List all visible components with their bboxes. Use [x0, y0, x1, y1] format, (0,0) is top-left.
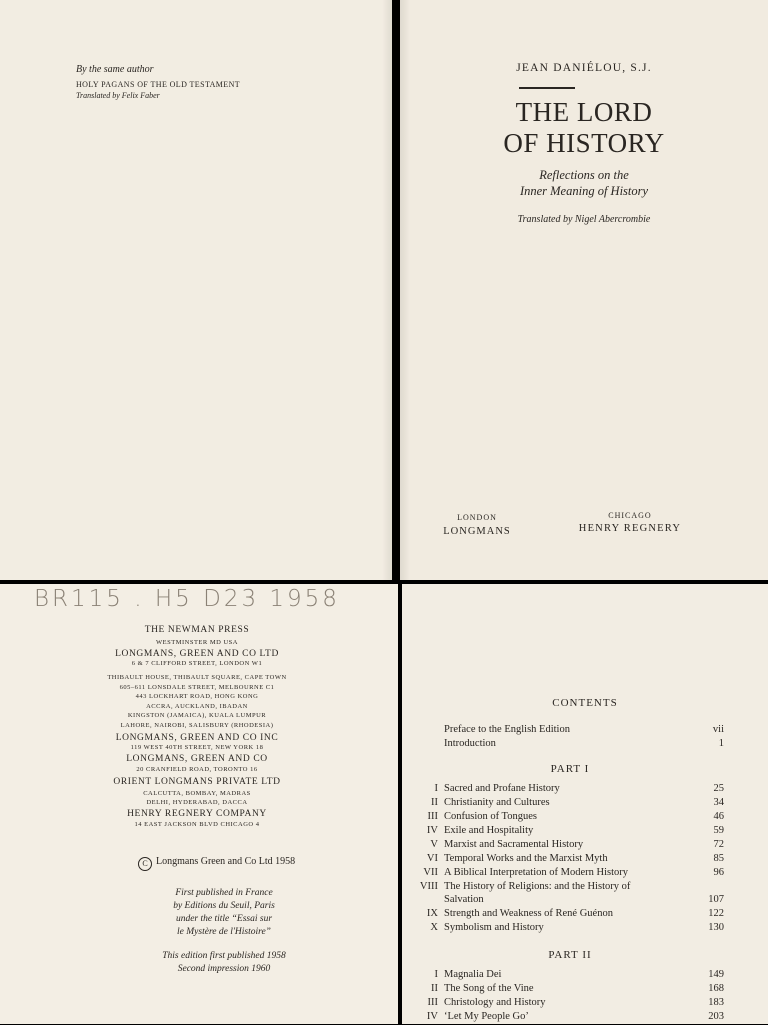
toc-entry	[402, 853, 768, 867]
page-top-left	[0, 0, 392, 580]
toc-entry	[402, 908, 768, 922]
author-name: JEAN DANIÉLOU, S.J.	[516, 62, 652, 74]
toc-chapter-title: Christianity and Cultures	[444, 797, 550, 808]
subtitle-line-2: Inner Meaning of History	[519, 184, 649, 198]
imprint-line: 443 LOCKHART ROAD, HONG KONG	[135, 693, 259, 700]
toc-chapter-title: The History of Religions: and the History of	[444, 881, 631, 892]
toc-chapter-number: V	[430, 839, 438, 850]
toc-page-number: 85	[713, 853, 724, 864]
publisher-chicago-name: HENRY REGNERY	[578, 523, 682, 534]
title-rule	[519, 87, 575, 89]
toc-chapter-number: II	[431, 797, 438, 808]
toc-chapter-number: IV	[426, 825, 438, 836]
gutter-shadow	[382, 0, 392, 580]
part-heading: PART II	[548, 949, 592, 961]
imprint-line: CALCUTTA, BOMBAY, MADRAS	[143, 790, 251, 797]
imprint-line: HENRY REGNERY COMPANY	[127, 809, 267, 819]
publisher-london-name: LONGMANS	[443, 526, 511, 537]
toc-page-number: 149	[708, 969, 724, 980]
toc-chapter-number: IX	[426, 908, 438, 919]
first-published-line: under the title “Essai sur	[175, 914, 273, 924]
toc-page-number: 130	[708, 922, 724, 933]
copyright-line	[138, 856, 295, 871]
toc-chapter-title: ‘Let My People Go’	[444, 1011, 529, 1022]
toc-chapter-title: Introduction	[444, 738, 496, 749]
imprint-line: DELHI, HYDERABAD, DACCA	[146, 799, 248, 806]
first-published-line: First published in France	[175, 888, 273, 898]
toc-chapter-title: Marxist and Sacramental History	[444, 839, 584, 850]
imprint-line: ACCRA, AUCKLAND, IBADAN	[146, 703, 248, 710]
toc-chapter-title: Exile and Hospitality	[444, 825, 534, 836]
toc-page-number: 96	[713, 867, 724, 878]
toc-page-number: 203	[708, 1011, 724, 1022]
imprint-line: LAHORE, NAIROBI, SALISBURY (RHODESIA)	[120, 722, 274, 729]
toc-entry	[402, 797, 768, 811]
toc-chapter-number: I	[434, 783, 438, 794]
toc-page-number: 25	[713, 783, 724, 794]
toc-chapter-title: The Song of the Vine	[444, 983, 534, 994]
toc-entry	[402, 783, 768, 797]
contents-heading: CONTENTS	[552, 697, 618, 709]
imprint-line: THIBAULT HOUSE, THIBAULT SQUARE, CAPE TOWN	[107, 674, 287, 681]
toc-chapter-number: II	[431, 983, 438, 994]
translator-credit: Translated by Nigel Abercrombie	[517, 214, 651, 225]
book-title-line-1: THE LORD	[515, 97, 653, 127]
toc-chapter-title: A Biblical Interpretation of Modern History	[444, 867, 629, 878]
imprint-line: WESTMINSTER MD USA	[156, 639, 238, 646]
toc-page-number: 122	[708, 908, 724, 919]
first-published-line: by Editions du Seuil, Paris	[173, 901, 275, 911]
part-heading: PART I	[550, 763, 590, 775]
toc-entry	[402, 922, 768, 936]
toc-entry	[402, 724, 768, 738]
toc-entry	[402, 738, 768, 752]
toc-page-number: vii	[712, 724, 724, 735]
edition-line-1: This edition first published 1958	[162, 951, 286, 961]
toc-page-number: 168	[708, 983, 724, 994]
first-published-line: le Mystère de l'Histoire”	[177, 927, 271, 937]
page-title-page	[400, 0, 768, 580]
toc-chapter-number: VI	[426, 853, 438, 864]
toc-entry	[402, 969, 768, 983]
toc-chapter-title: Confusion of Tongues	[444, 811, 537, 822]
imprint-line: 605–611 LONSDALE STREET, MELBOURNE C1	[119, 684, 275, 691]
imprint-line: 6 & 7 CLIFFORD STREET, LONDON W1	[131, 660, 263, 667]
toc-entry	[402, 881, 768, 895]
imprint-line: KINGSTON (JAMAICA), KUALA LUMPUR	[127, 712, 267, 719]
toc-entry	[402, 894, 768, 908]
imprint-line: LONGMANS, GREEN AND CO INC	[115, 733, 279, 743]
gutter-shadow	[400, 0, 410, 580]
toc-entry	[402, 825, 768, 839]
toc-chapter-number: III	[427, 811, 438, 822]
toc-entry	[402, 811, 768, 825]
toc-entry	[402, 1011, 768, 1025]
book-title-line-2: OF HISTORY	[503, 128, 665, 158]
toc-page-number: 46	[713, 811, 724, 822]
toc-chapter-title: Sacred and Profane History	[444, 783, 560, 794]
toc-page-number: 1	[718, 738, 724, 749]
copyright-symbol-icon: C	[138, 857, 152, 871]
toc-chapter-number: I	[434, 969, 438, 980]
toc-chapter-title: Symbolism and History	[444, 922, 544, 933]
toc-entry	[402, 997, 768, 1011]
toc-entry	[402, 983, 768, 997]
toc-chapter-number: III	[427, 997, 438, 1008]
imprint-line: ORIENT LONGMANS PRIVATE LTD	[113, 777, 281, 787]
toc-chapter-title: Magnalia Dei	[444, 969, 502, 980]
other-book-translator: Translated by Felix Faber	[76, 91, 160, 100]
imprint-line: 20 CRANFIELD ROAD, TORONTO 16	[136, 766, 258, 773]
imprint-line: 119 WEST 40TH STREET, NEW YORK 18	[130, 744, 264, 751]
toc-chapter-title: Christology and History	[444, 997, 546, 1008]
toc-chapter-number: IV	[426, 1011, 438, 1022]
library-call-number: BR115 . H5 D23 1958	[34, 586, 340, 612]
publisher-chicago-city: CHICAGO	[608, 511, 652, 520]
toc-page-number: 34	[713, 797, 724, 808]
toc-chapter-number: X	[430, 922, 438, 933]
imprint-line: THE NEWMAN PRESS	[144, 625, 250, 635]
imprint-line: LONGMANS, GREEN AND CO LTD	[115, 649, 279, 659]
toc-entry	[402, 867, 768, 881]
toc-entry	[402, 839, 768, 853]
toc-chapter-number: VII	[423, 867, 438, 878]
toc-chapter-title: Preface to the English Edition	[444, 724, 570, 735]
other-book-title: HOLY PAGANS OF THE OLD TESTAMENT	[76, 80, 241, 89]
imprint-line: LONGMANS, GREEN AND CO	[126, 754, 268, 764]
toc-page-number: 107	[708, 894, 724, 905]
copyright-text: Longmans Green and Co Ltd 1958	[156, 856, 296, 867]
subtitle-line-1: Reflections on the	[539, 168, 629, 182]
imprint-line: 14 EAST JACKSON BLVD CHICAGO 4	[134, 821, 260, 828]
toc-chapter-title: Strength and Weakness of René Guénon	[444, 908, 613, 919]
same-author-label: By the same author	[76, 64, 154, 75]
edition-line-2: Second impression 1960	[177, 964, 271, 974]
publisher-london-city: LONDON	[457, 513, 497, 522]
toc-chapter-title: Temporal Works and the Marxist Myth	[444, 853, 608, 864]
toc-chapter-title: Salvation	[444, 894, 484, 905]
toc-chapter-number: VIII	[419, 881, 438, 892]
toc-page-number: 183	[708, 997, 724, 1008]
toc-page-number: 59	[713, 825, 724, 836]
toc-page-number: 72	[713, 839, 724, 850]
